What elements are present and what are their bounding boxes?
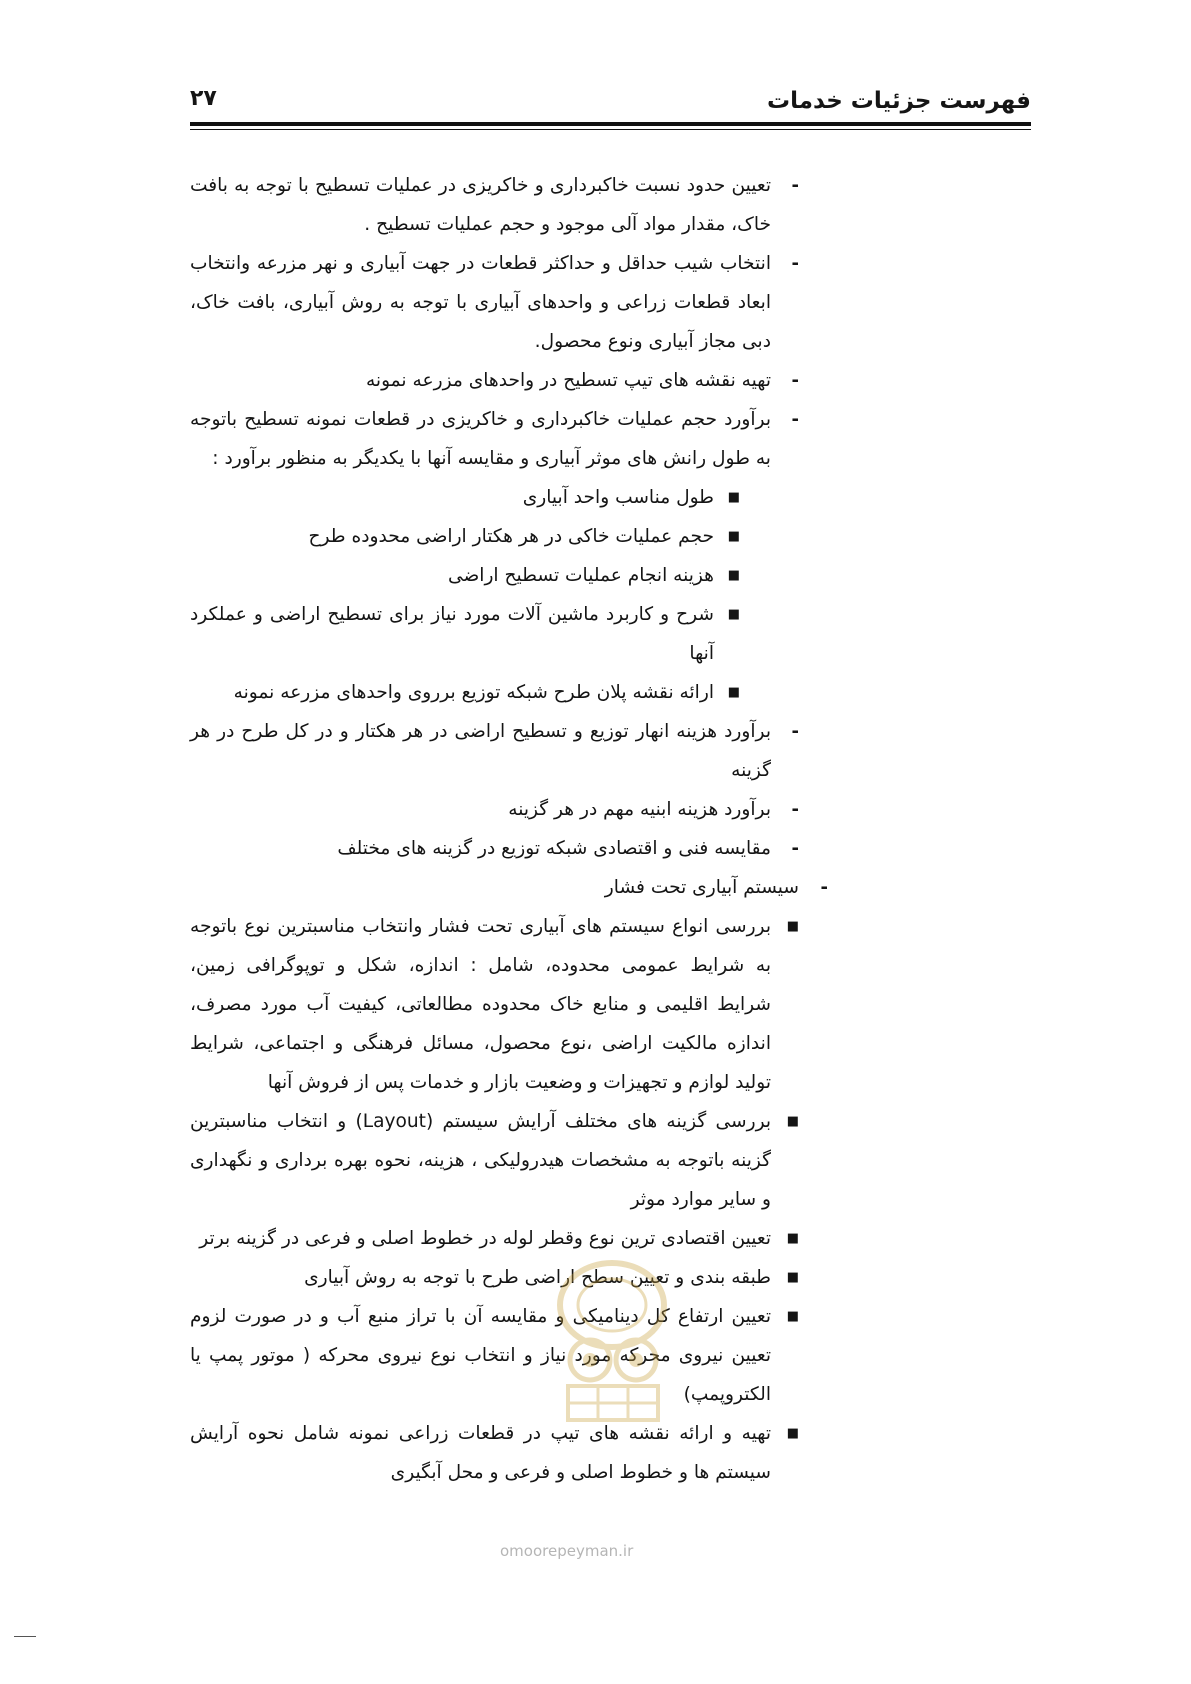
watermark-url: omoorepeyman.ir <box>500 1542 634 1560</box>
list-item-text: تهیه نقشه های تیپ تسطیح در واحدهای مزرعه نمونه <box>365 370 771 391</box>
list-item-text: برآورد هزینه ابنیه مهم در هر گزینه <box>508 799 771 820</box>
margin-mark <box>14 1636 36 1637</box>
list-item <box>190 790 1191 829</box>
list-item-text: تهیه و ارائه نقشه های تیپ در قطعات زراعی نمونه شامل نحوه آرایش سیستم ها و خطوط اصلی و فرعی و محل آبگیری <box>190 1423 771 1483</box>
square-bullet-icon: ■ <box>727 607 740 622</box>
list-item-text: هزینه انجام عملیات تسطیح اراضی <box>448 565 714 586</box>
list-item-text: حجم عملیات خاکی در هر هکتار اراضی محدوده طرح <box>308 526 714 547</box>
list-item-text: برآورد حجم عملیات خاکبرداری و خاکریزی در قطعات نمونه تسطیح باتوجه به طول رانش های موثر آبیاری و مقایسه آنها با یکدیگر به منظور برآورد : <box>190 409 771 469</box>
list-item-text: ارائه نقشه پلان طرح شبکه توزیع برروی واحدهای مزرعه نمونه <box>233 682 714 703</box>
list-item <box>190 556 1191 595</box>
list-item <box>190 166 1191 244</box>
square-bullet-icon: ■ <box>786 1309 799 1324</box>
square-bullet-icon: ■ <box>786 1231 799 1246</box>
dash-marker: - <box>791 799 799 820</box>
list-item <box>190 595 1191 673</box>
page-content <box>190 166 1191 1492</box>
dash-marker: - <box>791 409 799 430</box>
list-item-text: بررسی گزینه های مختلف آرایش سیستم (Layout) و انتخاب مناسبترین گزینه باتوجه به مشخصات هیدرولیکی ، هزینه، نحوه بهره برداری و نگهداری و سایر موارد موثر <box>190 1111 772 1210</box>
list-item-text: سیستم آبیاری تحت فشار <box>604 877 799 898</box>
list-item <box>190 1102 1191 1219</box>
list-item <box>190 244 1191 361</box>
list-item-text: مقایسه فنی و اقتصادی شبکه توزیع در گزینه های مختلف <box>337 838 771 859</box>
dash-marker: - <box>791 253 799 274</box>
square-bullet-icon: ■ <box>786 1114 799 1129</box>
list-item <box>190 907 1191 1102</box>
dash-marker: - <box>791 370 799 391</box>
page-number: ۲۷ <box>190 86 217 111</box>
list-item <box>190 478 1191 517</box>
square-bullet-icon: ■ <box>727 529 740 544</box>
list-item <box>190 673 1191 712</box>
list-item <box>190 1297 1191 1414</box>
list-item-text: تعیین اقتصادی ترین نوع وقطر لوله در خطوط اصلی و فرعی در گزینه برتر <box>199 1228 771 1249</box>
square-bullet-icon: ■ <box>727 685 740 700</box>
header-rule <box>190 122 1031 126</box>
list-item <box>190 1219 1191 1258</box>
dash-marker: - <box>820 877 828 898</box>
header-title: فهرست جزئیات خدمات <box>766 88 1031 114</box>
dash-marker: - <box>791 838 799 859</box>
list-item <box>190 517 1191 556</box>
list-item <box>190 400 1191 478</box>
list-item-text: طول مناسب واحد آبیاری <box>522 487 714 508</box>
list-item <box>190 1414 1191 1492</box>
square-bullet-icon: ■ <box>727 568 740 583</box>
watermark-seal-icon <box>540 1250 685 1425</box>
square-bullet-icon: ■ <box>786 1270 799 1285</box>
list-item <box>190 712 1191 790</box>
square-bullet-icon: ■ <box>727 490 740 505</box>
list-item <box>190 868 1191 907</box>
list-item-text: انتخاب شیب حداقل و حداکثر قطعات در جهت آبیاری و نهر مزرعه وانتخاب ابعاد قطعات زراعی و واحدهای آبیاری با توجه به روش آبیاری، بافت خاک، دبی مجاز آبیاری ونوع محصول. <box>190 253 771 352</box>
list-item-text: طبقه بندی و تعیین سطح اراضی طرح با توجه به روش آبیاری <box>304 1267 771 1288</box>
list-item-text: تعیین حدود نسبت خاکبرداری و خاکریزی در عملیات تسطیح با توجه به بافت خاک، مقدار مواد آلی موجود و حجم عملیات تسطیح . <box>190 175 771 235</box>
square-bullet-icon: ■ <box>786 1426 799 1441</box>
list-item-text: شرح و کاربرد ماشین آلات مورد نیاز برای تسطیح اراضی و عملکرد آنها <box>190 604 714 664</box>
list-item-text: تعیین ارتفاع کل دینامیکی و مقایسه آن با تراز منبع آب و در صورت لزوم تعیین نیروی محرکه مورد نیاز و انتخاب نوع نیروی محرکه ( موتور پمپ یا الکتروپمپ) <box>190 1306 771 1405</box>
dash-marker: - <box>791 721 799 742</box>
list-item <box>190 361 1191 400</box>
square-bullet-icon: ■ <box>786 919 799 934</box>
header-rule-thin <box>190 129 1031 130</box>
list-item-text: برآورد هزینه انهار توزیع و تسطیح اراضی در هر هکتار و در کل طرح در هر گزینه <box>190 721 771 781</box>
dash-marker: - <box>791 175 799 196</box>
list-item <box>190 1258 1191 1297</box>
list-item <box>190 829 1191 868</box>
list-item-text: بررسی انواع سیستم های آبیاری تحت فشار وانتخاب مناسبترین نوع باتوجه به شرایط عمومی محدوده، شامل : اندازه، شکل و توپوگرافی زمین، شرایط اقلیمی و منابع خاک محدوده مطالعاتی، کیفیت آب مورد مصرف، اندازه مالکیت اراضی ،نوع محصول، مسائل فرهنگی و اجتماعی، شرایط تولید لوازم و تجهیزات و وضعیت بازار و خدمات پس از فروش آنها <box>190 916 771 1093</box>
